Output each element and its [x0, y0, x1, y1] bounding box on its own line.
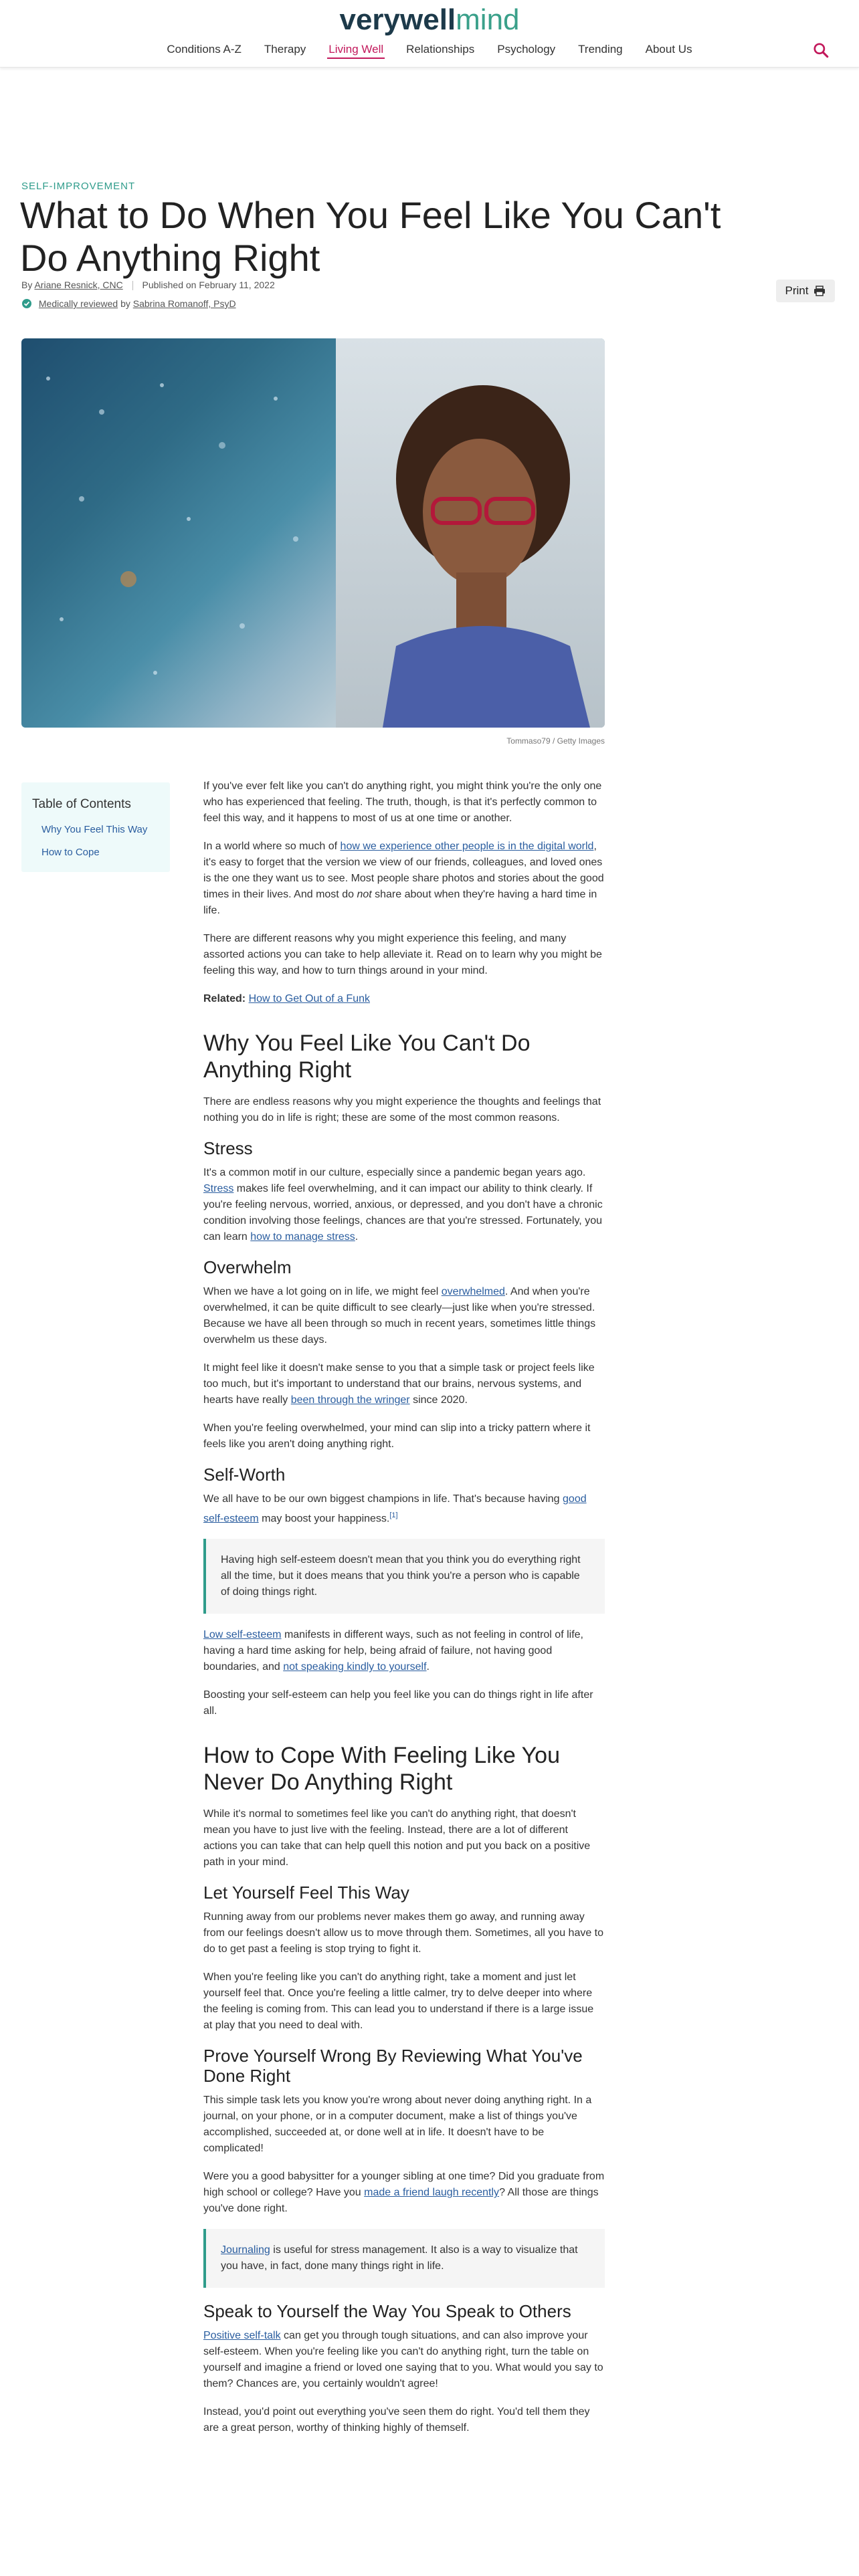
paragraph: Positive self-talk can get you through tough situations, and can also improve your self-esteem. When you're feeling like you can't do anything right, turn the table on yourself and imagine a friend or loved one saying that to you. What would you say to them? Chances are, you certainly wouldn't agree!: [203, 2330, 603, 2390]
inline-link[interactable]: overwhelmed: [441, 1286, 505, 1297]
inline-link[interactable]: made a friend laugh recently: [364, 2187, 500, 2199]
rain-drops: [21, 338, 336, 728]
toc-item-cope[interactable]: How to Cope: [41, 847, 100, 858]
publish-date: Published on February 11, 2022: [142, 280, 275, 290]
main-nav: [0, 43, 859, 59]
paragraph: We all have to be our own biggest champions in life. That's because having good self-esteem may boost your happiness.[1]: [203, 1493, 587, 1525]
hero-image: [21, 338, 605, 728]
inline-link[interactable]: Stress: [203, 1183, 234, 1194]
byline: By Ariane Resnick, CNC Published on February 11, 2022: [21, 280, 275, 290]
paragraph: Boosting your self-esteem can help you feel like you can do things right in life after all.: [203, 1689, 593, 1717]
nav-trending[interactable]: Trending: [578, 43, 623, 56]
subheading-stress: Stress: [203, 1138, 253, 1158]
subheading-let-yourself: Let Yourself Feel This Way: [203, 1883, 409, 1903]
woman-portrait: [369, 379, 597, 728]
callout-box: Journaling is useful for stress management. It also is a way to visualize that you have, in fact, done many things right in life.: [203, 2229, 605, 2288]
paragraph: It's a common motif in our culture, especially since a pandemic began years ago. Stress makes life feel overwhelming, and it can impact our ability to think clearly. If you're feeling nervous, worried, anxious, or depressed, and you don't have a chronic condition involving those feelings, chances are that you're stressed. Fortunately, you can learn how to manage stress.: [203, 1167, 603, 1243]
paragraph: In a world where so much of how we experience other people is in the digital world, it's easy to forget that the version we view of our friends, colleagues, and loved ones is the one they want us to see. Most people share photos and stories about the good times in their lives. And most do not share about when they're having a hard time in life.: [203, 841, 604, 916]
inline-link[interactable]: Journaling: [221, 2244, 270, 2256]
printer-icon: [814, 286, 826, 296]
citation-link[interactable]: [1]: [389, 1511, 398, 1519]
paragraph: Were you a good babysitter for a younger sibling at one time? Did you graduate from high school or college? Have you made a friend laugh recently? All those are things you've done right.: [203, 2171, 605, 2215]
byline-divider: [132, 281, 133, 290]
paragraph: There are different reasons why you might experience this feeling, and many assorted actions you can take to help alleviate it. Read on to learn why you might be feeling this way, and how to turn things around in your mind.: [203, 933, 602, 976]
reviewer-link[interactable]: Sabrina Romanoff, PsyD: [132, 298, 236, 309]
section-heading-cope: How to Cope With Feeling Like You Never Do Anything Right: [203, 1743, 560, 1796]
nav-about-us[interactable]: About Us: [645, 43, 692, 56]
nav-psychology[interactable]: Psychology: [497, 43, 556, 56]
paragraph: Instead, you'd point out everything you've seen them do right. You'd tell them they are a great person, worthy of thinking highly of themself.: [203, 2406, 590, 2434]
article-body: [203, 778, 605, 2448]
paragraph: When you're feeling overwhelmed, your mind can slip into a tricky pattern where it feels like you aren't doing anything right.: [203, 1422, 591, 1450]
image-credit: Tommaso79 / Getty Images: [506, 736, 605, 746]
subheading-prove-yourself: Prove Yourself Wrong By Reviewing What You've Done Right: [203, 2046, 583, 2086]
nav-living-well[interactable]: Living Well: [327, 43, 385, 59]
inline-link[interactable]: how to manage stress: [250, 1231, 355, 1243]
nav-conditions[interactable]: Conditions A-Z: [167, 43, 242, 56]
inline-link[interactable]: good self-esteem: [203, 1493, 587, 1525]
related-link[interactable]: How to Get Out of a Funk: [248, 993, 370, 1004]
inline-link[interactable]: Low self-esteem: [203, 1629, 282, 1641]
paragraph: Low self-esteem manifests in different ways, such as not feeling in control of life, having a hard time asking for help, being afraid of failure, not having good boundaries, and not speaking kindly to yourself.: [203, 1629, 583, 1673]
section-heading-why: Why You Feel Like You Can't Do Anything Right: [203, 1031, 531, 1083]
inline-link[interactable]: been through the wringer: [290, 1394, 410, 1406]
print-button[interactable]: Print: [776, 280, 835, 302]
callout-box: Having high self-esteem doesn't mean that you think you do everything right all the time, but it does means that you think you're a person who is capable of doing things right.: [203, 1539, 605, 1614]
paragraph: Running away from our problems never makes them go away, and running away from our feelings doesn't allow us to move through them. Sometimes, all you have to do to get past a feeling is stop trying to fight it.: [203, 1911, 604, 1955]
site-logo[interactable]: verywellmind: [339, 3, 520, 36]
page-title: What to Do When You Feel Like You Can't Do Anything Right: [20, 194, 721, 279]
toc-title: Table of Contents: [32, 797, 131, 811]
subheading-overwhelm: Overwhelm: [203, 1257, 292, 1277]
nav-therapy[interactable]: Therapy: [264, 43, 306, 56]
inline-link[interactable]: Positive self-talk: [203, 2330, 281, 2342]
toc-item-why[interactable]: Why You Feel This Way: [41, 824, 148, 835]
paragraph: This simple task lets you know you're wrong about never doing anything right. In a journal, on your phone, or in a computer document, make a list of things you've accomplished, succeeded at, or done well at in life. It doesn't have to be complicated!: [203, 2095, 592, 2155]
related-link-row: Related: How to Get Out of a Funk: [203, 993, 370, 1004]
nav-relationships[interactable]: Relationships: [406, 43, 475, 56]
table-of-contents: [21, 782, 170, 872]
medically-reviewed-link[interactable]: Medically reviewed: [38, 298, 118, 309]
paragraph: When we have a lot going on in life, we might feel overwhelmed. And when you're overwhelmed, it can be quite difficult to see clearly—just like when you're stressed. Because we have all been through so much in recent years, sometimes little things overwhelm us these days.: [203, 1286, 596, 1346]
paragraph: While it's normal to sometimes feel like you can't do anything right, that doesn't mean you have to just live with the feeling. Instead, there are a lot of different actions you can take that can help quell this notion and put you back on a positive path in your mind.: [203, 1808, 591, 1868]
inline-link[interactable]: not speaking kindly to yourself: [283, 1661, 427, 1673]
intro-paragraph: If you've ever felt like you can't do anything right, you might think you're the only one who has experienced that feeling. The truth, though, is that it's perfectly common to feel this way, and it happens to most of us at one time or another.: [203, 780, 602, 824]
search-icon[interactable]: [812, 41, 830, 59]
subheading-self-worth: Self-Worth: [203, 1465, 286, 1485]
site-header: [0, 0, 859, 68]
paragraph: When you're feeling like you can't do anything right, take a moment and just let yourself feel that. Once you're feeling a little calmer, try to delve deeper into where the feeling is coming from. This can lead you to understand if there is a large issue at play that you need to deal with.: [203, 1971, 594, 2032]
subheading-speak: Speak to Yourself the Way You Speak to Others: [203, 2301, 571, 2322]
medical-review: Medically reviewed by Sabrina Romanoff, PsyD: [21, 298, 236, 309]
paragraph: It might feel like it doesn't make sense to you that a simple task or project feels like too much, but it's important to understand that our brains, nervous systems, and hearts have really been through the wringer since 2020.: [203, 1362, 595, 1406]
author-link[interactable]: Ariane Resnick, CNC: [34, 280, 123, 290]
verified-check-icon: [21, 298, 32, 309]
article-category[interactable]: SELF-IMPROVEMENT: [21, 181, 136, 192]
inline-link[interactable]: how we experience other people is in the digital world: [340, 841, 594, 852]
paragraph: There are endless reasons why you might experience the thoughts and feelings that nothing you do in life is right; these are some of the most common reasons.: [203, 1096, 601, 1123]
